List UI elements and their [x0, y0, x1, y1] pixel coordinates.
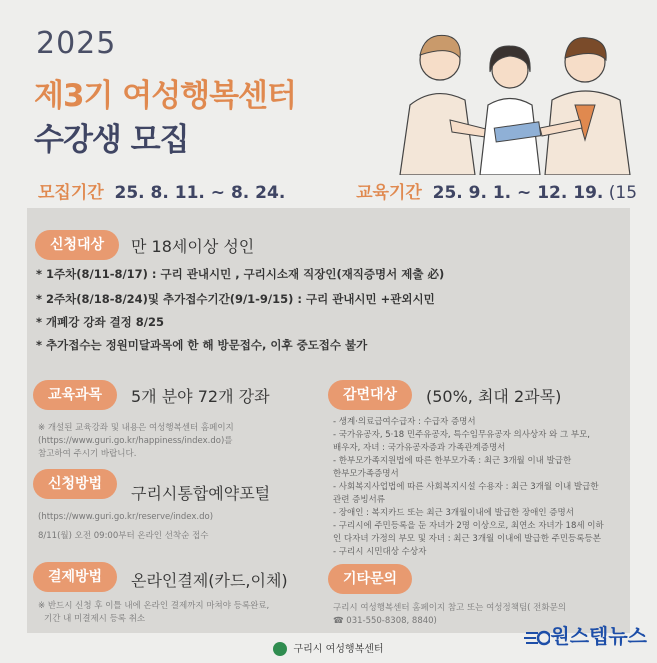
- apply-pill: 신청방법: [33, 469, 117, 499]
- eligibility-pill: 신청대상: [35, 230, 119, 260]
- eligibility-bullet-3: * 개폐강 강좌 결정 8/25: [36, 315, 164, 329]
- inquiry-pill: 기타문의: [328, 564, 412, 594]
- eligibility-bullet-1: * 1주차(8/11-8/17) : 구리 관내시민 , 구리시소재 직장인(재직증명서 제출 必): [36, 267, 445, 281]
- title-line1: 제3기 여성행복센터: [34, 78, 296, 114]
- courses-pill: 교육과목: [33, 380, 117, 410]
- people-illustration: [380, 10, 650, 175]
- city-logo-icon: [273, 642, 287, 656]
- payment-note: ※ 반드시 신청 후 이틀 내에 온라인 결제까지 마쳐야 등록완료, 기간 내 미결제시 등록 취소: [38, 601, 270, 624]
- payment-value: 온라인결제(카드,이체): [131, 571, 288, 590]
- footer-org: 구리시 여성행복센터: [293, 644, 384, 655]
- year: 2025: [36, 26, 117, 61]
- recruit-label: 모집기간: [38, 183, 104, 203]
- eligibility-value: 만 18세이상 성인: [131, 237, 255, 256]
- courses-note: ※ 개설된 교육강좌 및 내용은 여성행복센터 홈페이지 (https://www.guri.go.kr/happiness/index.do)를 참고하여 주시기 바랍니다.: [38, 423, 234, 459]
- eligibility-bullet-4: * 추가접수는 정원미달과목에 한 해 방문접수, 이후 중도접수 불가: [36, 338, 368, 352]
- edu-value: 25. 9. 1. ~ 12. 19.: [432, 183, 604, 203]
- apply-note: (https://www.guri.go.kr/reserve/index.do) 8/11(월) 오전 09:00부터 온라인 선착순 접수: [38, 512, 214, 541]
- discount-list: - 생계·의료급여수급자 : 수급자 증명서 - 국가유공자, 5·18 민주유공자, 특수임무유공자 의사상자 와 그 부모, 배우자, 자녀 : 국가유공자증과 가족관계증명서 - 한부모가족지원법에 따른 한부모가족 : 최근 3개월 이내 발급한 한부모가족증명서 - 사회복지사업법에 따른 사회복지시설 수용자 : 최근 3개월 이내 발급한 관련 증빙서류 - 장애인 : 복지카드 또는 최근 3개월이내에 발급한 장애인 증명서 - 구리시에 주민등록을 둔 자녀가 2명 이상으로, 최연소 자녀가 18세 이하 인 다자녀 가정의 부모 및 자녀 : 최근 3개월 이내에 발급한 주민등록등본 - 구리시 시민대상 수상자: [333, 417, 604, 557]
- edu-label: 교육기간: [356, 183, 422, 203]
- discount-value: (50%, 최대 2과목): [426, 387, 562, 406]
- brand-logo-icon: [524, 629, 550, 647]
- eligibility-bullet-2: * 2주차(8/18-8/24)및 추가접수기간(9/1-9/15) : 구리 관내시민 +관외시민: [36, 292, 435, 306]
- payment-pill: 결제방법: [33, 562, 117, 592]
- inquiry-note: 구리시 여성행복센터 홈페이지 참고 또는 여성정책팀( 전화문의 ☎ 031-550-8308, 8840): [333, 603, 567, 626]
- recruit-value: 25. 8. 11. ~ 8. 24.: [114, 183, 286, 203]
- apply-value: 구리시통합예약포털: [131, 484, 271, 503]
- brand-text: 원스텝뉴스: [550, 624, 647, 648]
- edu-note: (15: [608, 183, 638, 203]
- brand-watermark: [524, 620, 647, 649]
- courses-value: 5개 분야 72개 강좌: [131, 387, 270, 406]
- discount-pill: 감면대상: [328, 380, 412, 410]
- title-line2: 수강생 모집: [34, 122, 189, 158]
